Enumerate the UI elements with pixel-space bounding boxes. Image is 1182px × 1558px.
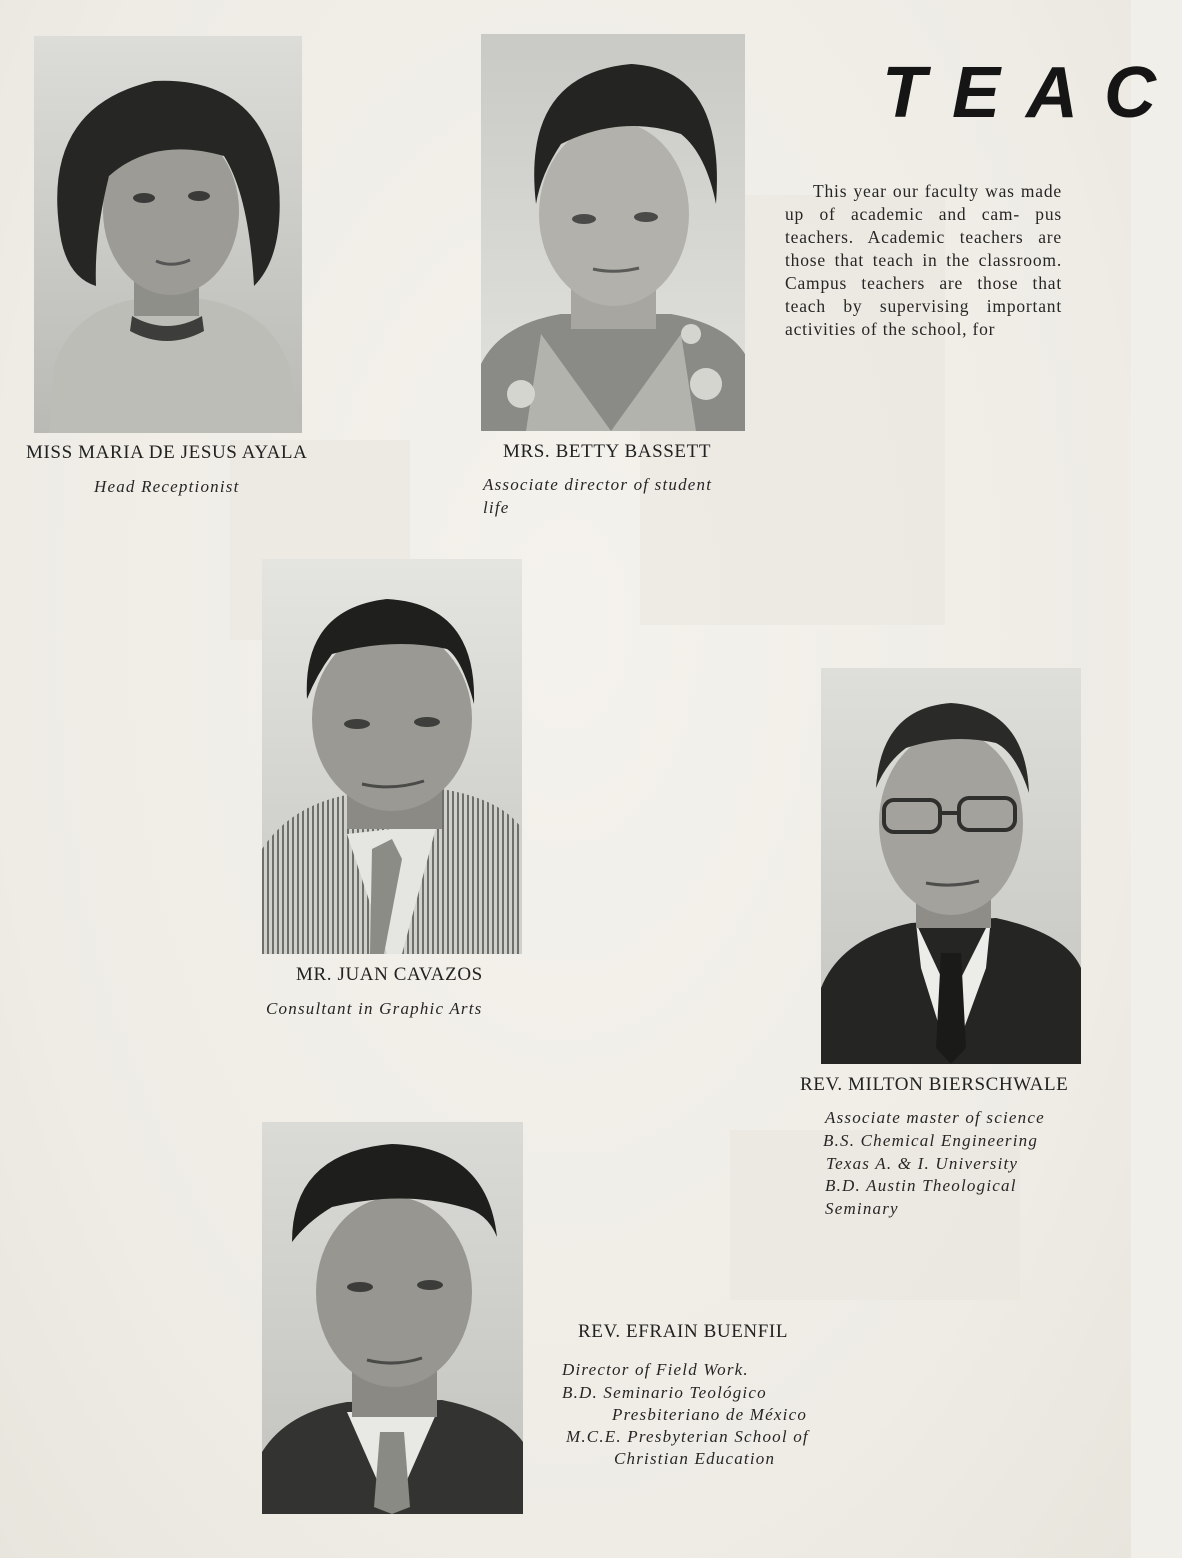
staff-credential-buenfil-2: B.D. Seminario Teológico	[562, 1383, 767, 1402]
staff-name-cavazos: MR. JUAN CAVAZOS	[296, 964, 483, 985]
staff-name-ayala: MISS MARIA DE JESUS AYALA	[26, 442, 308, 463]
staff-title-bassett-cont: life	[483, 498, 510, 517]
staff-title-cavazos: Consultant in Graphic Arts	[266, 999, 483, 1018]
staff-title-bassett: Associate director of student	[483, 475, 713, 494]
staff-credential-bierschwale-1: Associate master of science	[825, 1108, 1045, 1127]
staff-name-bierschwale: REV. MILTON BIERSCHWALE	[800, 1074, 1069, 1095]
staff-name-bassett: MRS. BETTY BASSETT	[503, 441, 712, 462]
staff-title-ayala: Head Receptionist	[94, 477, 240, 496]
staff-credential-bierschwale-2: B.S. Chemical Engineering	[823, 1131, 1039, 1150]
portrait-photo-bierschwale	[821, 668, 1081, 1064]
portrait-photo-bassett	[481, 34, 745, 431]
staff-credential-bierschwale-4: B.D. Austin Theological	[825, 1176, 1017, 1195]
staff-credential-buenfil-4: M.C.E. Presbyterian School of	[566, 1427, 809, 1446]
portrait-photo-cavazos	[262, 559, 522, 954]
section-heading: TEAC	[882, 53, 1182, 133]
staff-credential-buenfil-5: Christian Education	[614, 1449, 776, 1468]
portrait-photo-ayala	[34, 36, 302, 433]
intro-paragraph: This year our faculty was made up of academic and cam- pus teachers. Academic teachers are those that teach in the classroom. Campus teachers are those that teach by supervising important activities of the school, for	[785, 181, 1062, 339]
staff-name-buenfil: REV. EFRAIN BUENFIL	[578, 1321, 789, 1342]
staff-credential-bierschwale-5: Seminary	[825, 1199, 899, 1218]
portrait-photo-buenfil	[262, 1122, 523, 1514]
staff-credential-buenfil-3: Presbiteriano de México	[612, 1405, 808, 1424]
staff-credential-buenfil-1: Director of Field Work.	[562, 1360, 749, 1379]
staff-credential-bierschwale-3: Texas A. & I. University	[826, 1154, 1019, 1173]
